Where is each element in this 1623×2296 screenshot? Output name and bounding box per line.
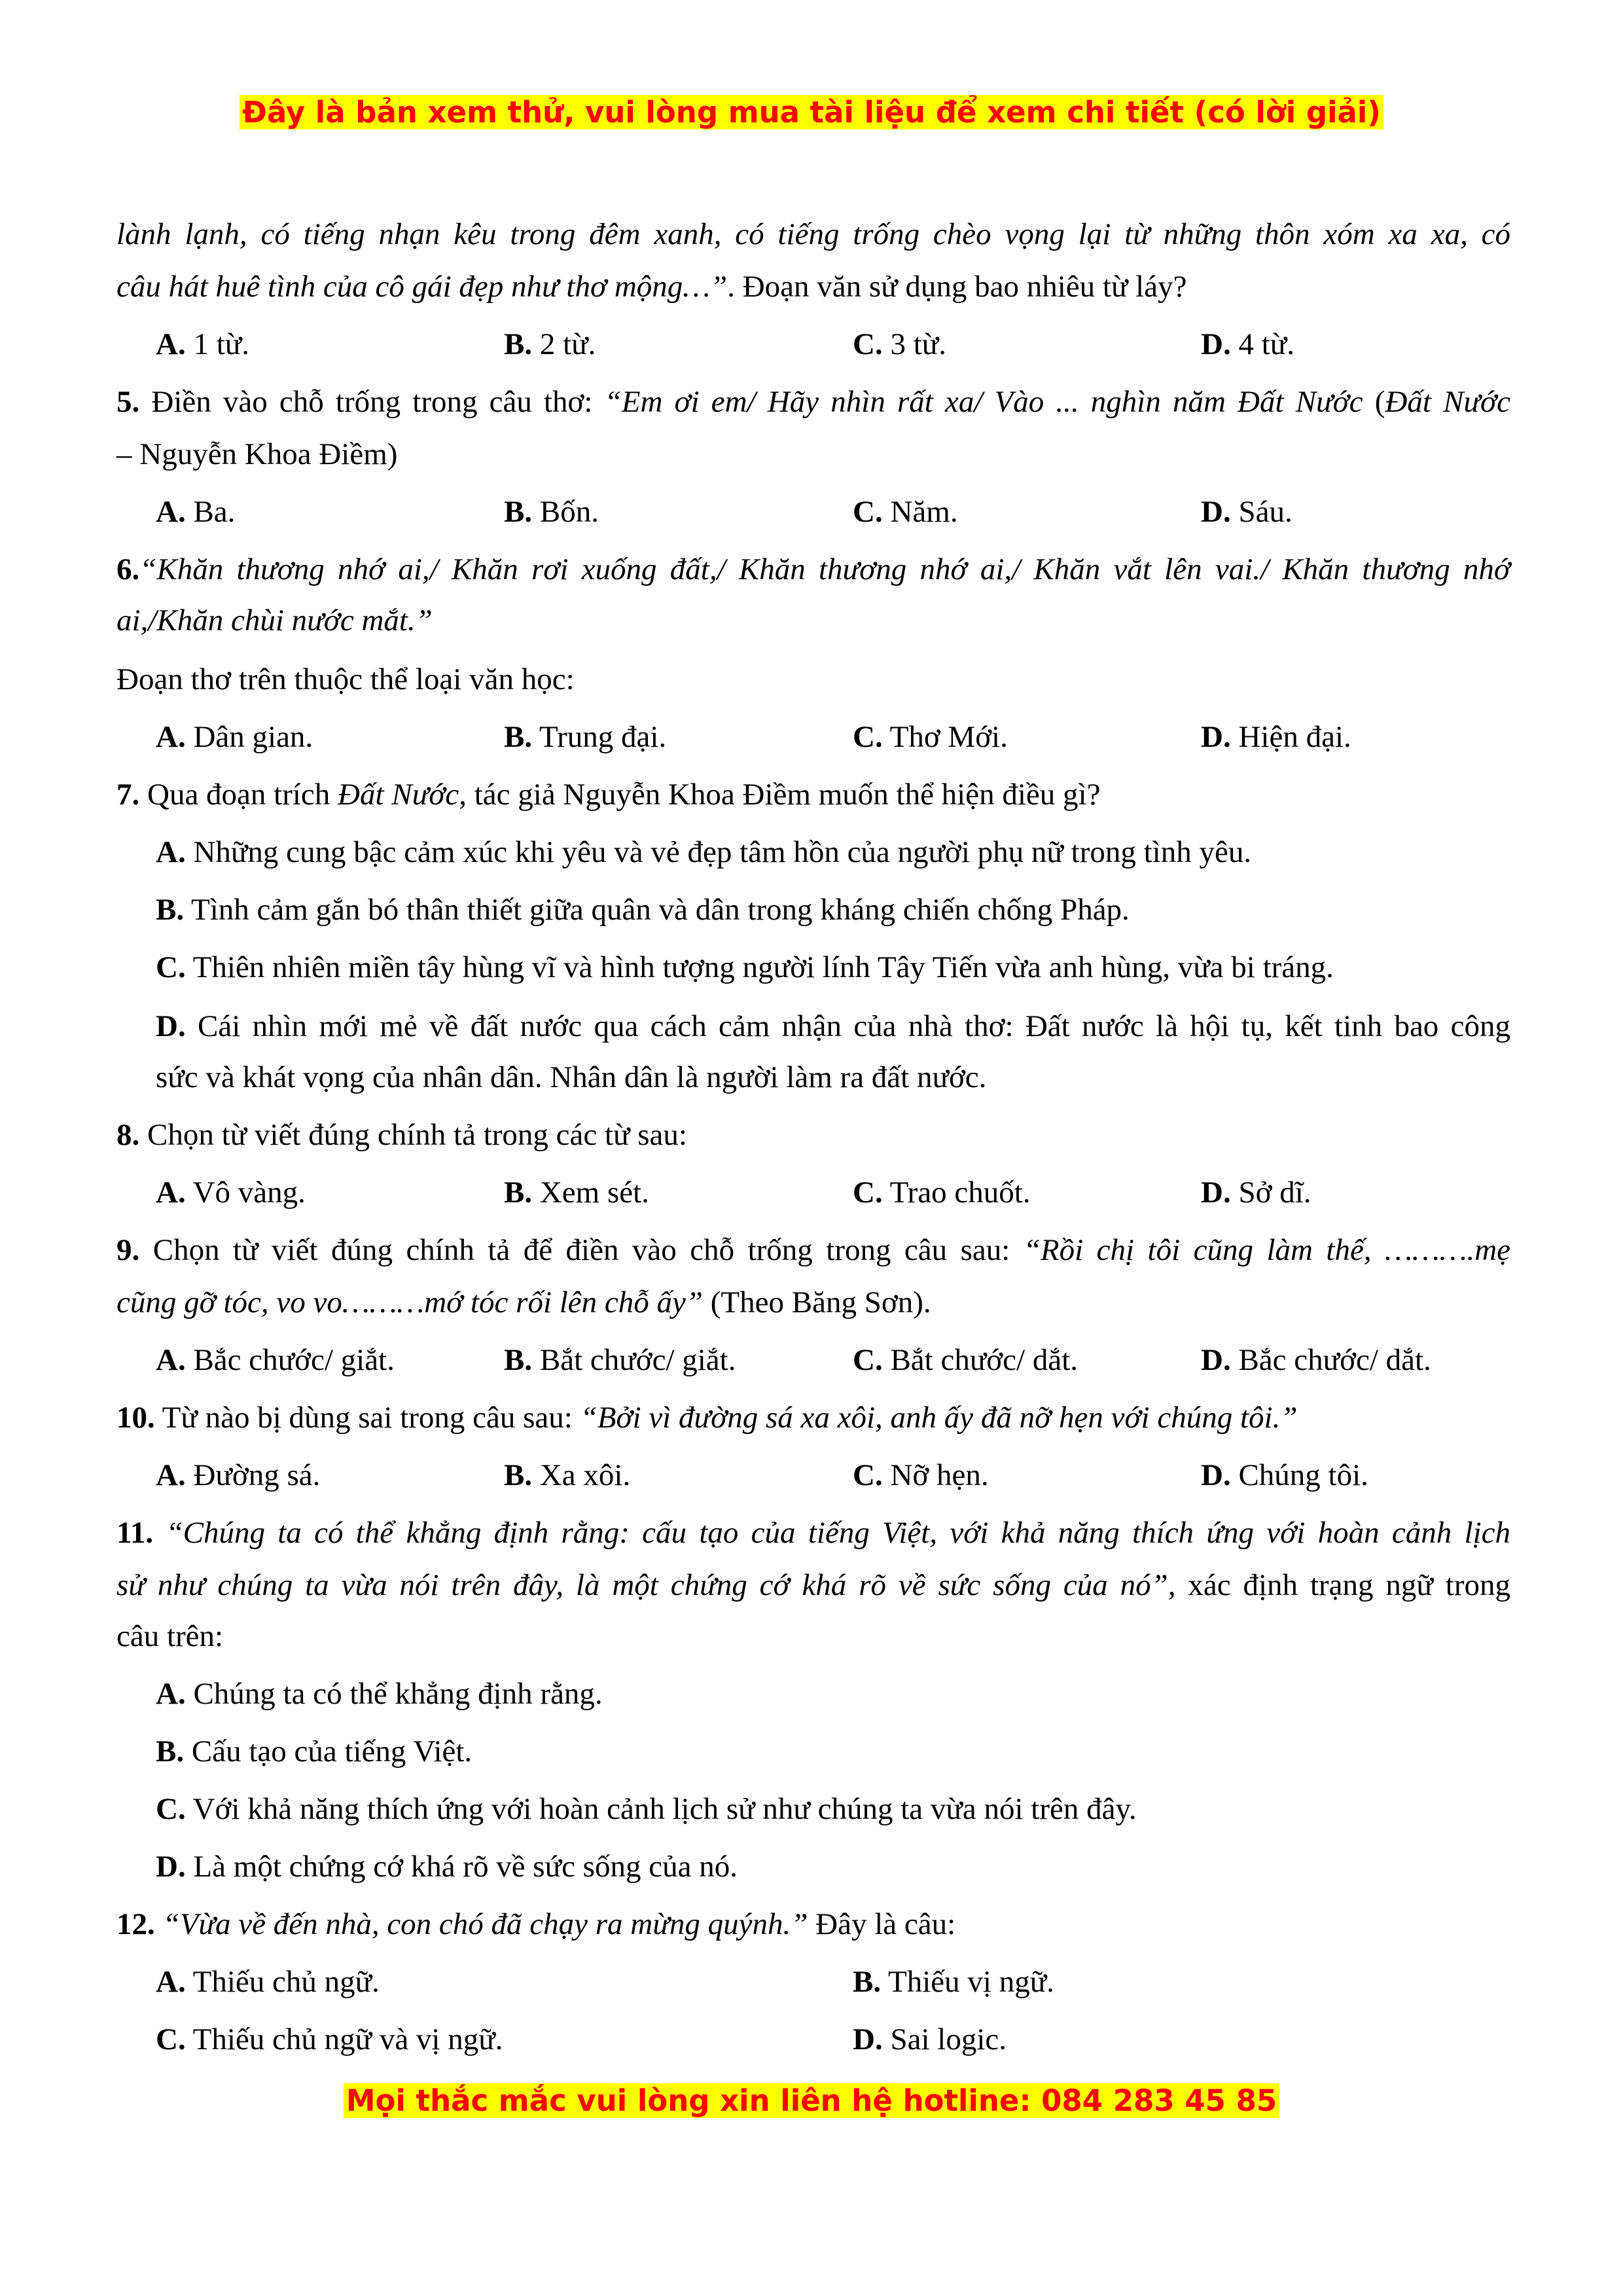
option-letter: A.: [156, 1677, 186, 1711]
option-letter: B.: [504, 1175, 533, 1210]
q7-number: 7.: [116, 778, 140, 812]
q6-number: 6.: [116, 552, 140, 586]
q7-line-1: [116, 775, 1510, 814]
option-text: Trung đại.: [532, 720, 667, 754]
q10-quote: “Bởi vì đường sá xa xôi, anh ấy đã nỡ hẹn với chúng tôi.”: [580, 1401, 1298, 1435]
option-text: 2 từ.: [532, 327, 596, 361]
option-text: Thiếu chủ ngữ và vị ngữ.: [185, 2022, 503, 2056]
q9-question-text: Chọn từ viết đúng chính tả để điền vào chỗ trống trong câu sau:: [139, 1233, 1024, 1267]
option-letter: C.: [853, 1175, 883, 1210]
q10-question-text: Từ nào bị dùng sai trong câu sau:: [154, 1401, 580, 1435]
option-text: Sai logic.: [882, 2022, 1007, 2056]
option-letter: D.: [1201, 495, 1231, 529]
option-text: Thơ Mới.: [882, 720, 1008, 754]
option-letter: A.: [156, 1343, 186, 1377]
q9-source: (Theo Băng Sơn).: [703, 1285, 931, 1319]
option-text: Là một chứng cớ khá rõ về sức sống của nó.: [185, 1850, 738, 1884]
option-letter: C.: [853, 1343, 883, 1377]
option-text: Thiên nhiên miền tây hùng vĩ và hình tượng người lính Tây Tiến vừa anh hùng, vừa bi tráng.: [185, 950, 1334, 984]
option-text: Xa xôi.: [532, 1458, 631, 1492]
option-letter: A.: [156, 1965, 186, 1999]
q8-number: 8.: [116, 1118, 140, 1152]
q7-title: Đất Nước: [338, 778, 459, 812]
q8-line-1: [116, 1115, 1510, 1155]
q9-option-c[interactable]: [853, 1340, 1078, 1380]
q12-quote: “Vừa về đến nhà, con chó đã chạy ra mừng quýnh.”: [154, 1907, 808, 1941]
q12-option-a[interactable]: [156, 1962, 380, 2001]
q6-option-a[interactable]: [156, 717, 313, 757]
q11-line-3: [116, 1617, 1510, 1656]
q9-option-b[interactable]: [504, 1340, 736, 1380]
option-text: Thiếu chủ ngữ.: [185, 1965, 380, 1999]
q8-option-a[interactable]: [156, 1173, 306, 1212]
option-letter: D.: [1201, 1458, 1231, 1492]
option-text: Trao chuốt.: [882, 1175, 1031, 1210]
q9-quote-line-2: cũng gỡ tóc, vo vo………mớ tóc rối lên chỗ ấy”: [116, 1285, 704, 1319]
q7-option-b[interactable]: [156, 890, 1130, 929]
preview-notice-banner: [0, 94, 1623, 131]
q7-option-c[interactable]: [156, 948, 1334, 987]
q4-option-d[interactable]: [1201, 325, 1294, 364]
q8-option-c[interactable]: [853, 1173, 1031, 1212]
option-letter: C.: [156, 950, 186, 984]
q10-line-1: [116, 1398, 1510, 1437]
option-text: Tình cảm gắn bó thân thiết giữa quân và dân trong kháng chiến chống Pháp.: [184, 893, 1130, 927]
option-text: Bắc chước/ giắt.: [185, 1343, 395, 1377]
option-text: Thiếu vị ngữ.: [881, 1965, 1054, 1999]
q5-quote: “Em ơi em/ Hãy nhìn rất xa/ Vào ... nghìn năm Đất Nước: [604, 385, 1363, 419]
q5-paren: (: [1363, 385, 1385, 419]
option-text: 4 từ.: [1230, 327, 1294, 361]
q6-quote-line-2: ai,/Khăn chùi nước mắt.”: [116, 603, 433, 637]
q11-quote-line-2: sử như chúng ta vừa nói trên đây, là một chứng cớ khá rõ về sức sống của nó”: [116, 1568, 1168, 1602]
q9-number: 9.: [116, 1233, 140, 1267]
q5-option-a[interactable]: [156, 492, 235, 531]
q5-number: 5.: [116, 385, 140, 419]
option-letter: C.: [156, 2022, 186, 2056]
q12-line-1: [116, 1905, 1510, 1944]
option-letter: A.: [156, 835, 186, 869]
q6-line-1: [116, 550, 1510, 589]
option-text: Chúng ta có thể khẳng định rằng.: [185, 1677, 603, 1711]
option-letter: B.: [156, 1734, 185, 1768]
option-text: Bắt chước/ dắt.: [882, 1343, 1078, 1377]
q12-question-text: Đây là câu:: [808, 1907, 956, 1941]
hotline-banner: [0, 2083, 1623, 2119]
option-letter: D.: [156, 1009, 186, 1043]
option-letter: A.: [156, 720, 186, 754]
q11-question-text: , xác định trạng ngữ trong: [1168, 1568, 1510, 1602]
q4-question-text: . Đoạn văn sử dụng bao nhiêu từ láy?: [727, 270, 1187, 304]
q8-option-b[interactable]: [504, 1173, 649, 1212]
q11-option-d[interactable]: [156, 1847, 738, 1886]
option-text: Bắc chước/ dắt.: [1230, 1343, 1431, 1377]
q7-text-b: , tác giả Nguyễn Khoa Điềm muốn thể hiện điều gì?: [459, 778, 1101, 812]
q11-option-b[interactable]: [156, 1732, 472, 1771]
option-letter: B.: [504, 327, 533, 361]
option-text: Đường sá.: [185, 1458, 321, 1492]
q7-option-d-continued: [156, 1058, 986, 1097]
q11-line-1: [116, 1513, 1510, 1552]
option-letter: B.: [504, 720, 533, 754]
option-letter: D.: [1201, 720, 1231, 754]
option-text: 3 từ.: [882, 327, 946, 361]
q4-line-1: [116, 215, 1510, 254]
option-text: Bắt chước/ giắt.: [532, 1343, 736, 1377]
option-letter: D.: [853, 2022, 883, 2056]
q8-option-d[interactable]: [1201, 1173, 1311, 1212]
q5-option-c[interactable]: [853, 492, 958, 531]
q9-quote-line-1: “Rồi chị tôi cũng làm thế, ……….mẹ: [1023, 1233, 1510, 1267]
q4-line-2: [116, 267, 1510, 306]
q11-question-text-end: câu trên:: [116, 1619, 224, 1653]
q7-text-a: Qua đoạn trích: [139, 778, 338, 812]
q7-option-d[interactable]: [156, 1007, 1510, 1046]
option-letter: C.: [853, 720, 883, 754]
q6-option-c[interactable]: [853, 717, 1008, 757]
q5-option-b[interactable]: [504, 492, 599, 531]
q11-option-a[interactable]: [156, 1674, 603, 1713]
option-letter: D.: [1201, 1343, 1231, 1377]
q10-number: 10.: [116, 1401, 155, 1435]
option-text: Cái nhìn mới mẻ về đất nước qua cách cảm nhận của nhà thơ: Đất nước là hội tụ, kết tinh bao công: [185, 1009, 1510, 1043]
option-letter: B.: [853, 1965, 882, 1999]
q9-line-1: [116, 1230, 1510, 1270]
option-letter: D.: [156, 1850, 186, 1884]
q9-option-d[interactable]: [1201, 1340, 1431, 1380]
option-letter: C.: [853, 495, 883, 529]
q7-option-a[interactable]: [156, 833, 1251, 872]
q6-quote-line-1: “Khăn thương nhớ ai,/ Khăn rơi xuống đất,/ Khăn thương nhớ ai,/ Khăn vắt lên vai./ Khăn thương nhớ: [139, 552, 1510, 586]
q11-number: 11.: [116, 1516, 154, 1550]
q4-option-b[interactable]: [504, 325, 596, 364]
option-letter: D.: [1201, 327, 1231, 361]
q10-option-a[interactable]: [156, 1456, 320, 1495]
q4-option-c[interactable]: [853, 325, 946, 364]
q10-option-d[interactable]: [1201, 1456, 1368, 1495]
q4-quote-line-1: lành lạnh, có tiếng nhạn kêu trong đêm xanh, có tiếng trống chèo vọng lại từ những thôn xóm xa xa, có: [116, 217, 1510, 251]
q5-question-text: Điền vào chỗ trống trong câu thơ:: [139, 385, 605, 419]
q8-question-text: Chọn từ viết đúng chính tả trong các từ sau:: [139, 1118, 687, 1152]
option-text: Bốn.: [532, 495, 599, 529]
q11-option-c[interactable]: [156, 1789, 1137, 1829]
option-letter: B.: [504, 1458, 533, 1492]
preview-notice-text: Đây là bản xem thử, vui lòng mua tài liệu để xem chi tiết (có lời giải): [240, 95, 1383, 130]
option-text: Ba.: [185, 495, 236, 529]
option-text: Xem sét.: [532, 1175, 649, 1210]
q10-option-c[interactable]: [853, 1456, 989, 1495]
q11-line-2: [116, 1566, 1510, 1605]
option-letter: D.: [1201, 1175, 1231, 1210]
option-text: Những cung bậc cảm xúc khi yêu và vẻ đẹp tâm hồn của người phụ nữ trong tình yêu.: [185, 835, 1252, 869]
option-letter: C.: [156, 1792, 186, 1826]
option-letter: B.: [504, 1343, 533, 1377]
option-letter: B.: [156, 893, 185, 927]
option-letter: A.: [156, 1458, 186, 1492]
option-text: Hiện đại.: [1230, 720, 1351, 754]
q6-line-2: [116, 601, 1510, 640]
q6-question-text: Đoạn thơ trên thuộc thể loại văn học:: [116, 662, 575, 696]
q6-line-3: [116, 660, 1510, 699]
option-text: Với khả năng thích ứng với hoàn cảnh lịch sử như chúng ta vừa nói trên đây.: [185, 1792, 1137, 1826]
q11-quote-line-1: “Chúng ta có thể khẳng định rằng: cấu tạo của tiếng Việt, với khả năng thích ứng với hoàn cảnh lịch: [153, 1516, 1510, 1550]
option-letter: A.: [156, 327, 186, 361]
q4-option-a[interactable]: [156, 325, 249, 364]
option-letter: B.: [504, 495, 533, 529]
option-text: sức và khát vọng của nhân dân. Nhân dân là người làm ra đất nước.: [156, 1060, 987, 1094]
q6-option-d[interactable]: [1201, 717, 1351, 757]
q12-number: 12.: [116, 1907, 155, 1941]
option-text: Dân gian.: [185, 720, 313, 754]
q6-option-b[interactable]: [504, 717, 666, 757]
q12-option-d[interactable]: [853, 2020, 1007, 2059]
q10-option-b[interactable]: [504, 1456, 630, 1495]
q5-line-1: [116, 382, 1510, 422]
q9-line-2: [116, 1283, 1510, 1322]
option-text: 1 từ.: [185, 327, 249, 361]
option-letter: A.: [156, 1175, 186, 1210]
option-text: Sở dĩ.: [1230, 1175, 1311, 1210]
q9-option-a[interactable]: [156, 1340, 395, 1380]
q4-quote-line-2: câu hát huê tình của cô gái đẹp như thơ mộng…”: [116, 270, 728, 304]
hotline-text: Mọi thắc mắc vui lòng xin liên hệ hotline: 084 283 45 85: [344, 2083, 1279, 2118]
option-text: Vô vàng.: [185, 1175, 306, 1210]
q12-option-c[interactable]: [156, 2020, 503, 2059]
option-text: Sáu.: [1230, 495, 1293, 529]
option-letter: A.: [156, 495, 186, 529]
q5-source-author: – Nguyễn Khoa Điềm): [116, 437, 398, 471]
option-letter: C.: [853, 1458, 883, 1492]
option-letter: C.: [853, 327, 883, 361]
q5-source-title: Đất Nước: [1385, 385, 1510, 419]
q5-line-2: [116, 435, 1510, 474]
option-text: Chúng tôi.: [1230, 1458, 1368, 1492]
q12-option-b[interactable]: [853, 1962, 1054, 2001]
option-text: Cấu tạo của tiếng Việt.: [184, 1734, 473, 1768]
option-text: Nỡ hẹn.: [882, 1458, 989, 1492]
option-text: Năm.: [882, 495, 958, 529]
q5-option-d[interactable]: [1201, 492, 1293, 531]
